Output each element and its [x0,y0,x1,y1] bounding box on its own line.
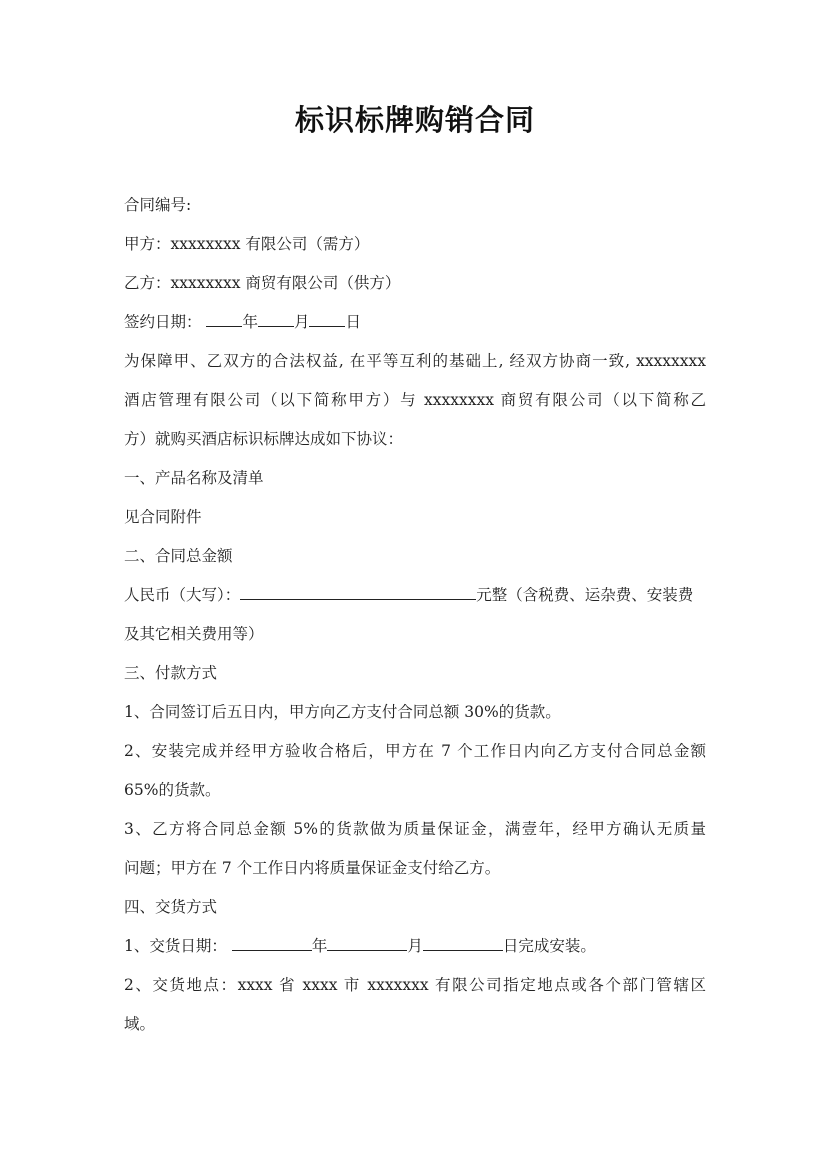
section-1-heading: 一、产品名称及清单 [124,469,264,487]
year-label: 年 [242,313,258,331]
payment-2-line-2: 65%的货款。 [124,781,221,799]
intro-line-2: 酒店管理有限公司（以下简称甲方）与 xxxxxxxx 商贸有限公司（以下简称乙 [124,391,706,409]
document-body [124,192,706,1050]
amount-line [124,582,706,621]
rmb-label: 人民币（大写）： [124,586,241,604]
month-label: 月 [293,313,310,331]
delivery-year-label: 年 [311,937,328,955]
sign-date-label: 签约日期： [124,313,202,331]
amount-line-2: 及其它相关费用等） [124,625,264,643]
contract-number: 合同编号: [124,196,192,214]
payment-1: 1、合同签订后五日内，甲方向乙方支付合同总额 30%的货款。 [124,703,561,721]
month-blank[interactable] [258,309,294,327]
intro-line-3: 方）就购买酒店标识标牌达成如下协议： [124,430,404,448]
delivery-suffix: 日完成安装。 [502,937,596,955]
section-3-heading: 三、付款方式 [124,664,218,682]
rmb-suffix: 元整（含税费、运杂费、安装费 [476,586,694,604]
document-title: 标识标牌购销合同 [294,103,535,137]
year-blank[interactable] [206,309,242,327]
delivery-day-blank[interactable] [423,933,503,951]
payment-2-line-1: 2、安装完成并经甲方验收合格后，甲方在 7 个工作日内向乙方支付合同总金额 [124,742,706,760]
delivery-month-label: 月 [407,937,423,955]
payment-3-line-1: 3、乙方将合同总金额 5%的货款做为质量保证金，满壹年，经甲方确认无质量 [124,820,706,838]
section-1-body: 见合同附件 [124,508,202,526]
sign-date [124,309,706,348]
delivery-year-blank[interactable] [232,933,312,951]
day-label: 日 [345,313,361,331]
party-a: 甲方：xxxxxxxx 有限公司（需方） [124,235,370,253]
delivery-place-line-2: 域。 [124,1015,156,1033]
section-4-heading: 四、交货方式 [124,898,218,916]
party-b: 乙方：xxxxxxxx 商贸有限公司（供方） [124,274,401,292]
payment-3-line-2: 问题；甲方在 7 个工作日内将质量保证金支付给乙方。 [124,859,501,877]
delivery-place-line-1: 2、交货地点：xxxx 省 xxxx 市 xxxxxxx 有限公司指定地点或各个部门管辖区 [124,976,706,994]
delivery-date [124,933,706,972]
delivery-month-blank[interactable] [327,933,407,951]
section-2-heading: 二、合同总金额 [124,547,233,565]
amount-blank[interactable] [240,582,476,600]
day-blank[interactable] [309,309,345,327]
delivery-date-label: 1、交货日期： [124,937,227,955]
intro-line-1: 为保障甲、乙双方的合法权益, 在平等互利的基础上, 经双方协商一致, xxxxxxxx [124,352,706,370]
